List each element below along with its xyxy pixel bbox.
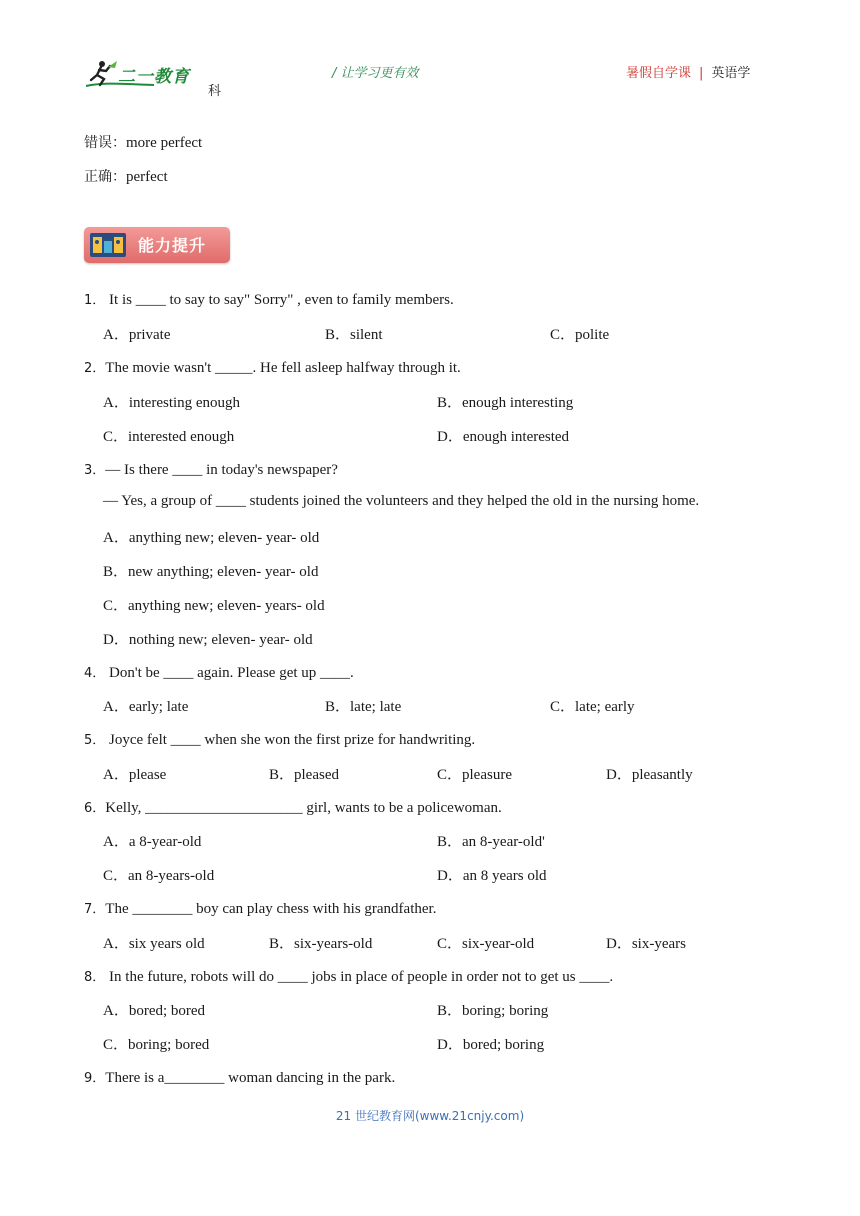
question-7 [84, 898, 436, 918]
header-subject-suffix: 科 [208, 84, 222, 99]
q1-option-b[interactable]: B．silent [325, 327, 383, 343]
question-number: 9． [84, 1071, 106, 1086]
correct-line [84, 166, 168, 186]
question-1 [84, 289, 454, 309]
correct-label: 正确： [84, 169, 126, 185]
question-9 [84, 1067, 395, 1087]
question-number: 5． [84, 733, 106, 748]
q8-option-b[interactable]: B．boring; boring [437, 1003, 549, 1019]
q2-option-d[interactable]: D．enough interested [437, 429, 570, 445]
question-5 [84, 729, 475, 749]
q3-option-a[interactable]: A．anything new; eleven- year- old [103, 530, 320, 546]
q4-option-a[interactable]: A．early; late [103, 699, 189, 715]
q2-option-b[interactable]: B．enough interesting [437, 395, 574, 411]
q5-option-d[interactable]: D．pleasantly [606, 767, 693, 783]
q3-option-b[interactable]: B．new anything; eleven- year- old [103, 564, 319, 580]
question-4 [84, 662, 354, 682]
question-3-line-2: — Yes, a group of ____ students joined the volunteers and they helped the old in the nursing home. [103, 493, 700, 509]
q6-option-d[interactable]: D．an 8 years old [437, 868, 547, 884]
question-text: There is a________ woman dancing in the park. [105, 1070, 396, 1086]
q4-option-b[interactable]: B．late; late [325, 699, 402, 715]
question-2 [84, 357, 461, 377]
q8-option-c[interactable]: C．boring; bored [103, 1037, 210, 1053]
q7-option-d[interactable]: D．six-years [606, 936, 686, 952]
question-3 [84, 459, 338, 479]
blocks-icon [90, 233, 126, 257]
q1-option-c[interactable]: C．polite [550, 327, 610, 343]
question-text: It is ____ to say to say" Sorry" , even to family members. [105, 292, 454, 308]
q4-option-c[interactable]: C．late; early [550, 699, 635, 715]
section-title: 能力提升 [138, 236, 207, 255]
page-footer: 21 世纪教育网(www.21cnjy.com) [335, 1109, 525, 1123]
q3-option-c[interactable]: C．anything new; eleven- years- old [103, 598, 325, 614]
q5-option-a[interactable]: A．please [103, 767, 167, 783]
question-number: 1． [84, 293, 106, 308]
error-label: 错误： [84, 135, 126, 151]
course-name: 暑假自学课 [626, 66, 692, 81]
question-text: The movie wasn't _____. He fell asleep halfway through it. [105, 360, 461, 376]
question-text: — Is there ____ in today's newspaper? [105, 462, 338, 478]
section-badge [84, 227, 230, 263]
question-number: 8． [84, 970, 106, 985]
q5-option-c[interactable]: C．pleasure [437, 767, 512, 783]
question-text: Don't be ____ again. Please get up ____. [105, 665, 354, 681]
q7-option-a[interactable]: A．six years old [103, 936, 205, 952]
question-text: Kelly, _____________________ girl, wants to be a policewoman. [105, 800, 502, 816]
subject-name: 英语学 [711, 66, 751, 81]
q6-option-b[interactable]: B．an 8-year-old' [437, 834, 545, 850]
question-number: 3． [84, 463, 106, 478]
question-8 [84, 966, 613, 986]
q3-option-d[interactable]: D．nothing new; eleven- year- old [103, 632, 313, 648]
question-number: 7． [84, 902, 106, 917]
question-6 [84, 797, 502, 817]
q2-option-c[interactable]: C．interested enough [103, 429, 235, 445]
header-course-info [626, 62, 750, 81]
error-text: more perfect [126, 135, 203, 151]
q7-option-c[interactable]: C．six-year-old [437, 936, 535, 952]
q2-option-a[interactable]: A．interesting enough [103, 395, 241, 411]
q8-option-a[interactable]: A．bored; bored [103, 1003, 206, 1019]
question-text: Joyce felt ____ when she won the first prize for handwriting. [105, 732, 476, 748]
question-text: In the future, robots will do ____ jobs in place of people in order not to get us ____. [105, 969, 614, 985]
question-text: The ________ boy can play chess with his grandfather. [105, 901, 437, 917]
question-number: 4． [84, 666, 106, 681]
brand-name: 二一教育 [118, 67, 190, 87]
q6-option-a[interactable]: A．a 8-year-old [103, 834, 202, 850]
q5-option-b[interactable]: B．pleased [269, 767, 339, 783]
q8-option-d[interactable]: D．bored; boring [437, 1037, 545, 1053]
question-number: 6． [84, 801, 106, 816]
question-number: 2． [84, 361, 106, 376]
q6-option-c[interactable]: C．an 8-years-old [103, 868, 215, 884]
correct-text: perfect [126, 169, 168, 185]
q1-option-a[interactable]: A．private [103, 327, 171, 343]
header-slogan: / 让学习更有效 [332, 66, 419, 81]
header-separator: | [699, 66, 704, 81]
q7-option-b[interactable]: B．six-years-old [269, 936, 373, 952]
error-line [84, 132, 202, 152]
